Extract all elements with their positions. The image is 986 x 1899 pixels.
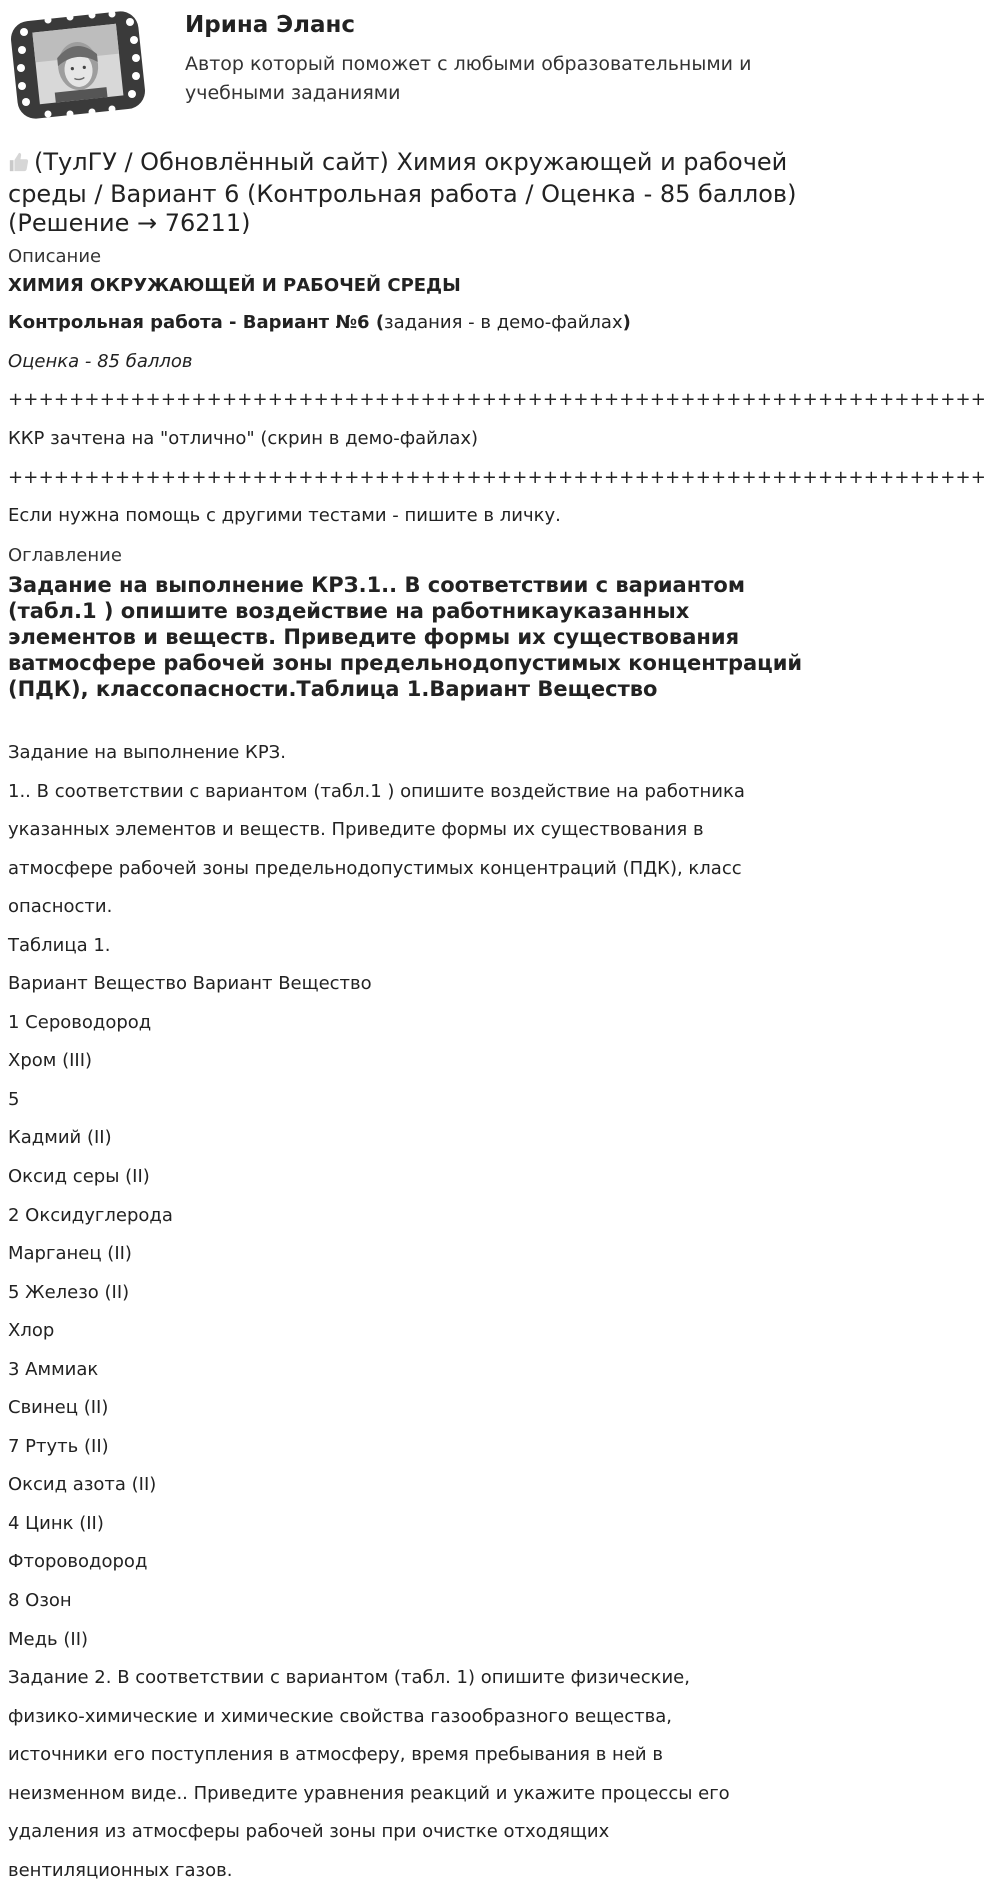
content-line: Задание на выполнение КРЗ. (8, 742, 286, 763)
help-note: Если нужна помощь с другими тестами - пишите в личку. (8, 505, 561, 526)
avatar-film-frame (8, 6, 148, 124)
page-title-text: (ТулГУ / Обновлённый сайт) Химия окружающей и рабочей среды / Вариант 6 (Контрольная работа / Оценка - 85 баллов) (Решение → 76211) (8, 148, 797, 237)
content-line: удаления из атмосферы рабочей зоны при очистке отходящих (8, 1821, 610, 1843)
toc-label: Оглавление (8, 545, 122, 566)
description-label: Описание (8, 246, 102, 267)
passed-note: ККР зачтена на "отлично" (скрин в демо-файлах) (8, 428, 479, 449)
content-line: Хлор (8, 1320, 55, 1342)
work-info (8, 312, 631, 333)
content-line: указанных элементов и веществ. Приведите формы их существования в (8, 819, 704, 841)
thumbs-up-icon[interactable] (8, 151, 30, 180)
content-line: источники его поступления в атмосферу, время пребывания в ней в (8, 1744, 663, 1766)
content-line: Свинец (II) (8, 1397, 109, 1419)
grade-text: Оценка - 85 баллов (8, 351, 193, 372)
content-line: Таблица 1. (8, 934, 111, 956)
content-line: физико-химические и химические свойства газообразного вещества, (8, 1705, 672, 1727)
content-line: Оксид азота (II) (8, 1474, 157, 1496)
content-line: Оксид серы (II) (8, 1166, 150, 1188)
content-line: Хром (III) (8, 1050, 93, 1072)
content-line: Кадмий (II) (8, 1127, 112, 1149)
content-line: 5 (8, 1088, 20, 1110)
content-line: опасности. (8, 896, 113, 918)
work-info-bold-end: ) (622, 312, 631, 333)
author-card (0, 0, 847, 130)
content-line: Задание 2. В соответствии с вариантом (табл. 1) опишите физические, (8, 1667, 690, 1689)
content-line: Фтороводород (8, 1551, 148, 1573)
content-line: 2 Оксидуглерода (8, 1204, 173, 1226)
content-line: вентиляционных газов. (8, 1859, 233, 1881)
author-name[interactable]: Ирина Эланс (185, 12, 356, 38)
content-line: 8 Озон (8, 1590, 72, 1612)
page-title (8, 148, 838, 238)
separator-line: ++++++++++++++++++++++++++++++++++++++++++++++++++++++++++++++++ (8, 389, 986, 410)
content-line: 1 Сероводород (8, 1011, 152, 1033)
work-info-bold: Контрольная работа - Вариант №6 ( (8, 312, 385, 333)
content-line: 3 Аммиак (8, 1358, 99, 1380)
content-line: Марганец (II) (8, 1243, 132, 1265)
avatar[interactable] (8, 6, 148, 124)
content-body (8, 738, 838, 1894)
content-line: 7 Ртуть (II) (8, 1435, 109, 1457)
content-line: 1.. В соответствии с вариантом (табл.1 ) опишите воздействие на работника (8, 780, 745, 802)
separator-line: ++++++++++++++++++++++++++++++++++++++++++++++++++++++++++++++++ (8, 467, 986, 488)
content-line: 4 Цинк (II) (8, 1512, 104, 1534)
content-line: неизменном виде.. Приведите уравнения реакций и укажите процессы его (8, 1782, 730, 1804)
content-line: Вариант Вещество Вариант Вещество (8, 973, 372, 995)
content-line: 5 Железо (II) (8, 1281, 130, 1303)
toc-heading: Задание на выполнение КРЗ.1.. В соответствии с вариантом (табл.1 ) опишите воздействие на работникауказанных элементов и веществ. Приведите формы их существования ватмосфере рабочей зоны предельнодопустимых концентраций (ПДК), классопасности.Таблица 1.Вариант Вещество (8, 573, 803, 701)
content-line: Медь (II) (8, 1628, 89, 1650)
content-line: атмосфере рабочей зоны предельнодопустимых концентраций (ПДК), класс (8, 857, 742, 879)
subject-title: ХИМИЯ ОКРУЖАЮЩЕЙ И РАБОЧЕЙ СРЕДЫ (8, 275, 461, 296)
work-info-note: задания - в демо-файлах (384, 312, 623, 333)
author-description: Автор который поможет с любыми образовательными и учебными заданиями (185, 53, 752, 104)
